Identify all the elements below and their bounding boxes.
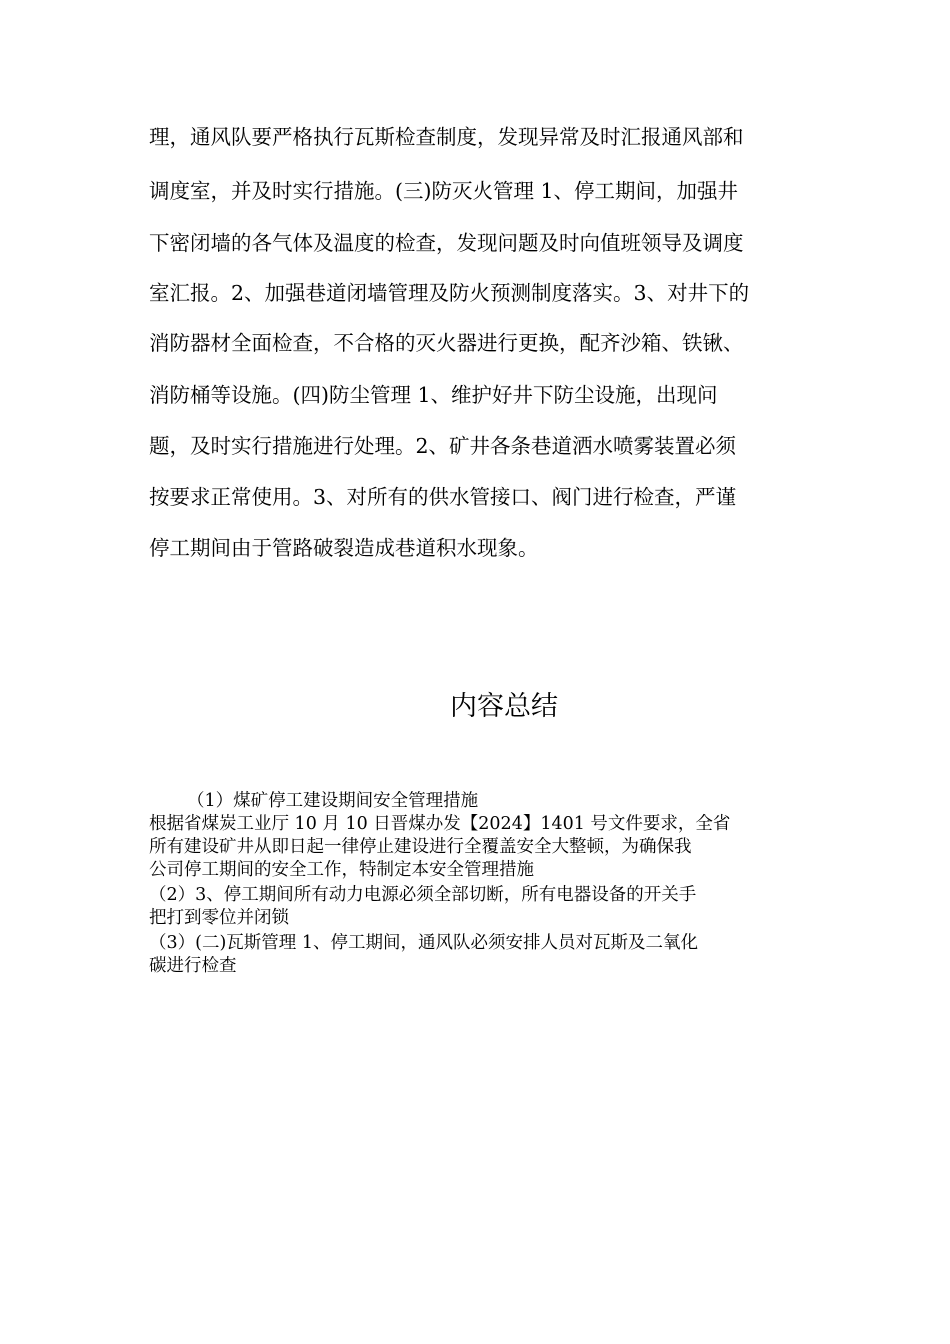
summary-line: 碳进行检查: [149, 956, 237, 976]
summary-line: 公司停工期间的安全工作，特制定本安全管理措施: [149, 860, 534, 880]
body-paragraph-line: 停工期间由于管路破裂造成巷道积水现象。: [149, 536, 539, 560]
body-paragraph-line: 消防桶等设施。(四)防尘管理 1、维护好井下防尘设施，出现问: [149, 383, 718, 407]
summary-line: 所有建设矿井从即日起一律停止建设进行全覆盖安全大整顿，为确保我: [149, 837, 692, 857]
body-paragraph-line: 题，及时实行措施进行处理。2、矿井各条巷道洒水喷雾装置必须: [149, 434, 737, 458]
body-paragraph-line: 消防器材全面检查，不合格的灭火器进行更换，配齐沙箱、铁锹、: [149, 331, 744, 355]
summary-line: 把打到零位并闭锁: [149, 908, 289, 928]
summary-title: 内容总结: [450, 691, 558, 722]
summary-line: （2）3、停工期间所有动力电源必须全部切断，所有电器设备的开关手: [149, 885, 697, 905]
summary-line: （1）煤矿停工建设期间安全管理措施: [187, 791, 479, 811]
body-paragraph-line: 下密闭墙的各气体及温度的检查，发现问题及时向值班领导及调度: [149, 231, 744, 255]
body-paragraph-line: 理，通风队要严格执行瓦斯检查制度，发现异常及时汇报通风部和: [149, 125, 744, 149]
body-paragraph-line: 室汇报。2、加强巷道闭墙管理及防火预测制度落实。3、对井下的: [149, 281, 750, 305]
summary-line: （3）(二)瓦斯管理 1、停工期间，通风队必须安排人员对瓦斯及二氧化: [149, 933, 698, 953]
body-paragraph-line: 按要求正常使用。3、对所有的供水管接口、阀门进行检查，严谨: [149, 485, 737, 509]
body-paragraph-line: 调度室，并及时实行措施。(三)防灭火管理 1、停工期间，加强井: [149, 179, 739, 203]
summary-line: 根据省煤炭工业厅 10 月 10 日晋煤办发【2024】1401 号文件要求，全省: [149, 814, 731, 834]
